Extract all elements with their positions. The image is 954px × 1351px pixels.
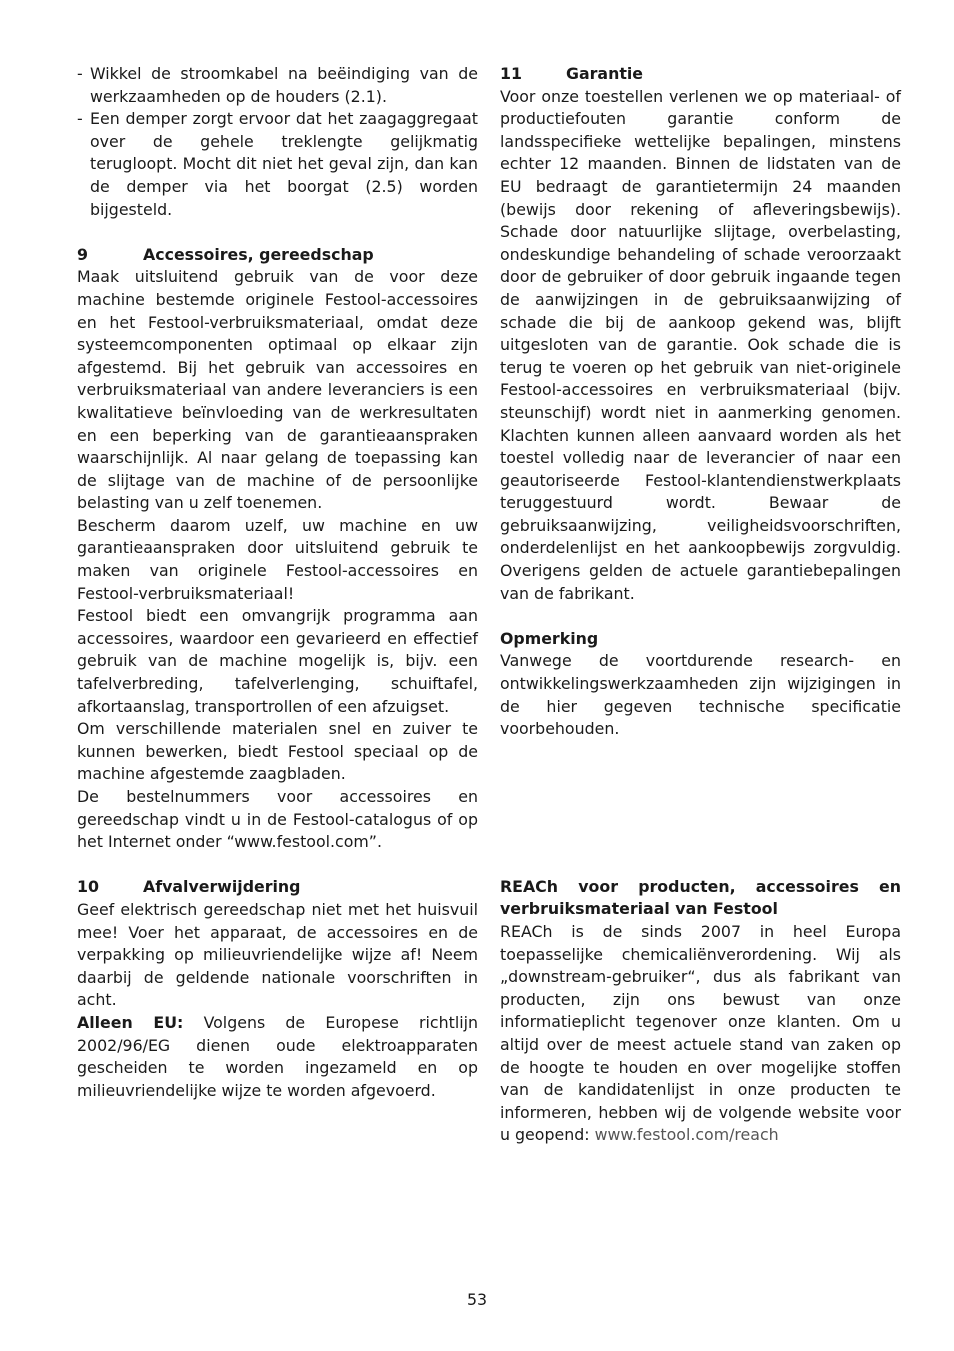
- paragraph: [500, 921, 901, 1147]
- paragraph: Maak uitsluitend gebruik van de voor deze machine bestemde originele Festool-accessoires en het Festool-verbruiksmateriaal, omdat deze systeemcomponenten optimaal op elkaar zijn afgestemd. Bij het gebruik van accessoires en verbruiksmateriaal van andere leveranciers is een kwalitatieve beïnvloeding van de werkresultaten en een beperking van de garantieaanspraken waarschijnlijk. Al naar gelang de toepassing kan de slijtage van de machine of de persoonlijke belasting van u zelf toenemen.: [77, 267, 478, 513]
- paragraph: Voor onze toestellen verlenen we op materiaal- of productiefouten garantie conform de landsspecifieke wettelijke bepalingen, minstens echter 12 maanden. Binnen de lidstaten van de EU bedraagt de garantietermijn 24 maanden (bewijs door rekening of afleveringsbewijs). Schade door natuurlijke slijtage, overbelasting, ondeskundige behandeling of schade veroorzaakt door de gebruiker of door gebruik ingaande tegen de aanwijzingen in de gebruiksaanwijzing of schade die bij de aankoop gekend was, blijft uitgesloten van de garantie. Ook schade die is terug te voeren op het gebruik van niet-originele Festool-accessoires en verbruiksmateriaal (bijv. steunschijf) wordt niet in aanmerking genomen. Klachten kunnen alleen aanvaard worden als het toestel volledig naar de leverancier of naar een geautoriseerde Festool-klantendienstwerkplaats teruggestuurd wordt. Bewaar de gebruiksaanwijzing, veiligheidsvoorschriften, onderdelenlijst en het aankoopbewijs zorgvuldig. Overigens gelden de actuele garantiebepalingen van de fabrikant.: [500, 86, 901, 603]
- paragraph: Vanwege de voortdurende research- en ontwikkelingswerkzaamheden zijn wijzigingen in de hier gegeven technische specificatie voorbehouden.: [500, 651, 901, 739]
- eu-text: Volgens de Europese richtlijn 2002/96/EG dienen oude elektroapparaten gescheiden te worden ingezameld en op milieuvriendelijke wijze te worden afgevoerd.: [77, 1012, 479, 1100]
- reach-section: [500, 876, 901, 1147]
- section-11-heading: [500, 63, 901, 86]
- eu-paragraph: [77, 1012, 478, 1102]
- bullet-text: Een demper zorgt ervoor dat het zaagaggregaat over de gehele treklengte gelijkmatig terugloopt. Mocht dit niet het geval zijn, dan kan de demper via het boorgat (2.5) worden bijgesteld.: [90, 109, 478, 219]
- list-item: [77, 63, 478, 108]
- bullet-marker: -: [77, 109, 83, 129]
- page-number: 53: [466, 1290, 488, 1309]
- remark-heading: Opmerking: [500, 628, 599, 648]
- reach-heading: REACh voor producten, accessoires en verbruiksmateriaal van Festool: [500, 876, 901, 919]
- paragraph: Bescherm daarom uzelf, uw machine en uw garantieaanspraken door uitsluitend gebruik te maken van originele Festool-accessoires en Festool-verbruiksmateriaal!: [77, 515, 478, 603]
- right-column: [500, 63, 901, 1147]
- reach-text: REACh is de sinds 2007 in heel Europa toepasselijke chemicaliënverordening. Wij als „downstream-gebruiker“, dus als fabrikant van producten, zijn ons bewust van onze informatieplicht tegenover onze klanten. Om u altijd over de meest actuele stand van zaken op de hoogte te houden en over mogelijke stoffen van de kandidatenlijst in onze producten te informeren, hebben wij de volgende website voor u geopend:: [500, 922, 901, 1145]
- section-number: 9: [77, 244, 88, 264]
- section-title: Garantie: [566, 64, 644, 83]
- list-item: [77, 108, 478, 221]
- paragraph: Festool biedt een omvangrijk programma aan accessoires, waardoor een gevarieerd en effectief gebruik van de machine mogelijk is, bijv. een tafelverbreding, tafelverlenging, schuiftafel, afkortaanslag, transportrollen of een afzuigset.: [77, 606, 478, 716]
- section-number: 11: [500, 64, 522, 83]
- section-title: Afvalverwijdering: [143, 877, 301, 897]
- paragraph: Om verschillende materialen snel en zuiver te kunnen bewerken, biedt Festool speciaal op de machine afgestemde zaagbladen.: [77, 719, 478, 784]
- bullet-text: Wikkel de stroomkabel na beëindiging van de werkzaamheden op de houders (2.1).: [90, 64, 478, 106]
- left-column: [77, 63, 478, 1102]
- section-number: 10: [77, 877, 99, 897]
- paragraph: Geef elektrisch gereedschap niet met het huisvuil mee! Voer het apparaat, de accessoires en de verpakking op milieuvriendelijke wijze af! Neem daarbij de geldende nationale voorschriften in acht.: [77, 899, 478, 1010]
- section-title: Accessoires, gereedschap: [143, 244, 374, 264]
- reach-link[interactable]: www.festool.com/reach: [594, 1125, 779, 1145]
- section-9-heading: [77, 244, 478, 267]
- paragraph: De bestelnummers voor accessoires en gereedschap vindt u in de Festool-catalogus of op het Internet onder “www.festool.com”.: [77, 787, 478, 852]
- eu-label: Alleen EU:: [77, 1012, 184, 1032]
- section-10-heading: [77, 876, 478, 899]
- bullet-marker: -: [77, 64, 83, 83]
